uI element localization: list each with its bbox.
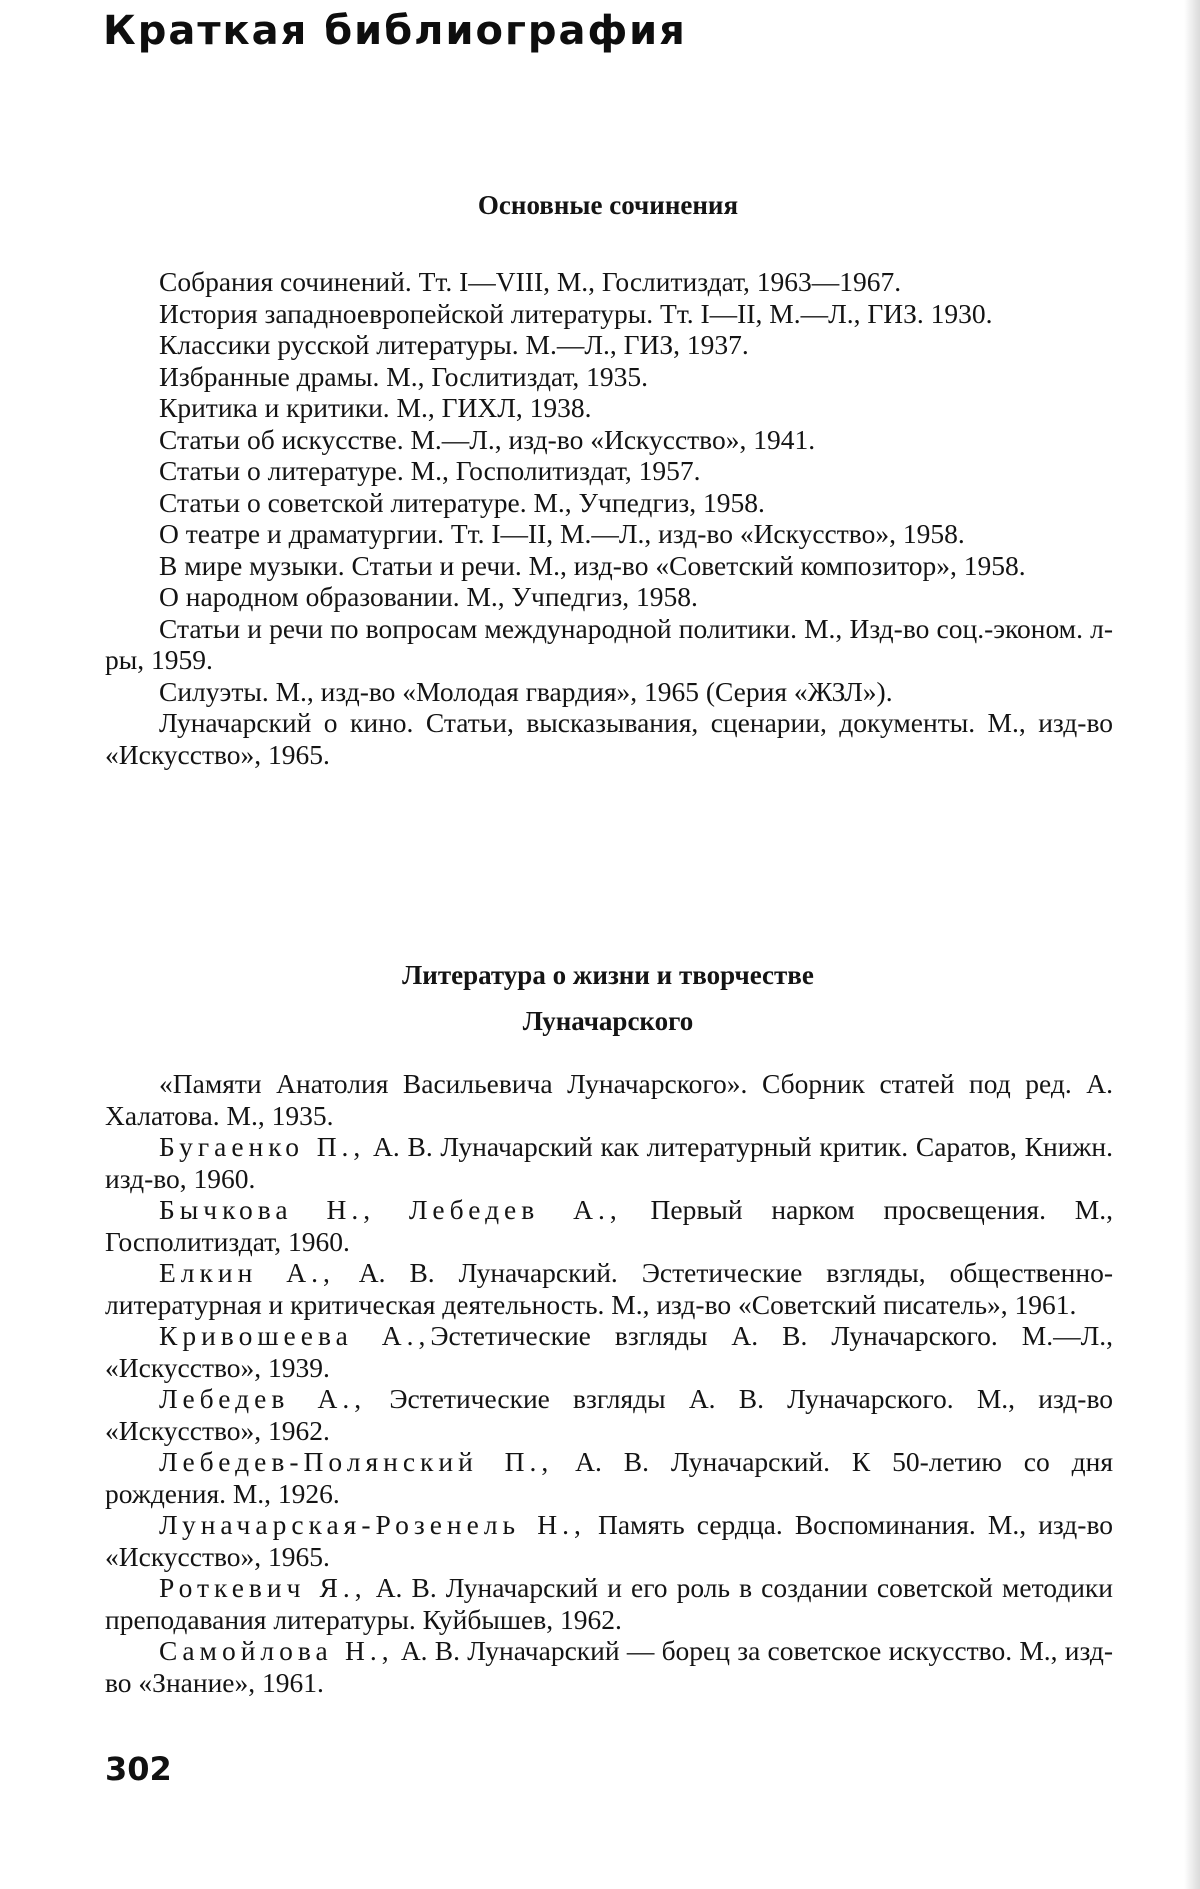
bibliography-entry: Статьи и речи по вопросам международной политики. М., Изд-во соц.-эконом. л-ры, 1959. <box>105 612 1113 675</box>
bibliography-entry: Статьи о литературе. М., Госполитиздат, 1957. <box>159 455 701 486</box>
entry-text: Эстетические взгляды А. В. Луначарского. М.—Л., «Искусство», 1939. <box>105 1320 1113 1383</box>
bibliography-entry: Луначарский о кино. Статьи, высказывания, сценарии, документы. М., изд-во «Искусство», 1965. <box>105 707 1113 770</box>
entry-author: Лебедев А., <box>159 1383 367 1414</box>
bibliography-entry <box>105 1194 1113 1257</box>
entry-author: Роткевич Я., <box>159 1572 367 1603</box>
page-header: Краткая библиография <box>103 8 687 54</box>
section-heading-literature-about <box>0 952 1200 1044</box>
bibliography-entry: Силуэты. М., изд-во «Молодая гвардия», 1965 (Серия «ЖЗЛ»). <box>159 675 893 707</box>
entry-text: А. В. Луначарский — борец за советское искусство. М., изд-во «Знание», 1961. <box>105 1635 1113 1698</box>
bibliography-entry: Статьи о советской литературе. М., Учпедгиз, 1958. <box>159 486 765 518</box>
entry-author: Кривошеева А., <box>159 1320 431 1351</box>
bibliography-entry: Собрания сочинений. Тт. I—VIII, М., Гослитиздат, 1963—1967. <box>159 266 902 297</box>
section-heading-line: Луначарского <box>522 1006 694 1036</box>
entry-text: А. В. Луначарский как литературный критик. Саратов, Книжн. изд-во, 1960. <box>105 1131 1114 1194</box>
bibliography-entry: Избранные драмы. М., Гослитиздат, 1935. <box>159 360 649 392</box>
entry-author: Самойлова Н., <box>159 1635 394 1666</box>
entry-author: Лебедев-Полянский П., <box>159 1446 554 1477</box>
entry-text: А. В. Луначарский. Эстетические взгляды, общественно-литературная и критическая деятельность. М., изд-во «Советский писатель», 1961. <box>105 1257 1113 1320</box>
entry-text: Память сердца. Воспоминания. М., изд-во «Искусство», 1965. <box>105 1509 1113 1572</box>
bibliography-entry: О народном образовании. М., Учпедгиз, 1958. <box>159 581 698 612</box>
entry-text: А. В. Луначарский и его роль в создании советской методики преподавания литературы. Куйбышев, 1962. <box>105 1572 1113 1635</box>
main-works-list <box>105 266 1113 770</box>
entry-author: Бугаенко П., <box>159 1131 366 1162</box>
bibliography-entry: Статьи об искусстве. М.—Л., изд-во «Искусство», 1941. <box>159 423 816 455</box>
bibliography-entry <box>105 1509 1113 1572</box>
entry-text: «Памяти Анатолия Васильевича Луначарского». Сборник статей под ред. А. Халатова. М., 1935. <box>105 1068 1113 1131</box>
scan-edge-shadow <box>1184 0 1200 1889</box>
bibliography-entry <box>105 1383 1113 1446</box>
bibliography-entry: В мире музыки. Статьи и речи. М., изд-во «Советский композитор», 1958. <box>159 549 1026 581</box>
literature-about-list <box>105 1068 1113 1698</box>
bibliography-entry: Критика и критики. М., ГИХЛ, 1938. <box>159 392 592 423</box>
section-heading-main-works: Основные сочинения <box>477 190 739 220</box>
bibliography-entry <box>105 1446 1113 1509</box>
page-number: 302 <box>105 1750 172 1788</box>
section-heading-line: Литература о жизни и творчестве <box>402 960 814 990</box>
entry-author: Бычкова Н., Лебедев А., <box>159 1194 622 1225</box>
bibliography-entry: История западноевропейской литературы. Тт. I—II, М.—Л., ГИЗ. 1930. <box>159 297 993 329</box>
bibliography-entry <box>105 1068 1113 1131</box>
bibliography-entry: Классики русской литературы. М.—Л., ГИЗ, 1937. <box>159 329 749 360</box>
entry-text: А. В. Луначарский. К 50-летию со дня рождения. М., 1926. <box>105 1446 1113 1509</box>
entry-text: Первый нарком просвещения. М., Госполитиздат, 1960. <box>105 1194 1113 1257</box>
entry-author: Елкин А., <box>159 1257 335 1288</box>
bibliography-entry <box>105 1320 1113 1383</box>
bibliography-entry <box>105 1257 1113 1320</box>
bibliography-entry: О театре и драматургии. Тт. I—II, М.—Л., изд-во «Искусство», 1958. <box>159 518 965 549</box>
bibliography-entry <box>105 1572 1113 1635</box>
entry-author: Луначарская-Розенель Н., <box>159 1509 586 1540</box>
bibliography-entry <box>105 1131 1113 1194</box>
entry-text: Эстетические взгляды А. В. Луначарского. М., изд-во «Искусство», 1962. <box>105 1383 1114 1446</box>
bibliography-entry <box>105 1635 1113 1698</box>
